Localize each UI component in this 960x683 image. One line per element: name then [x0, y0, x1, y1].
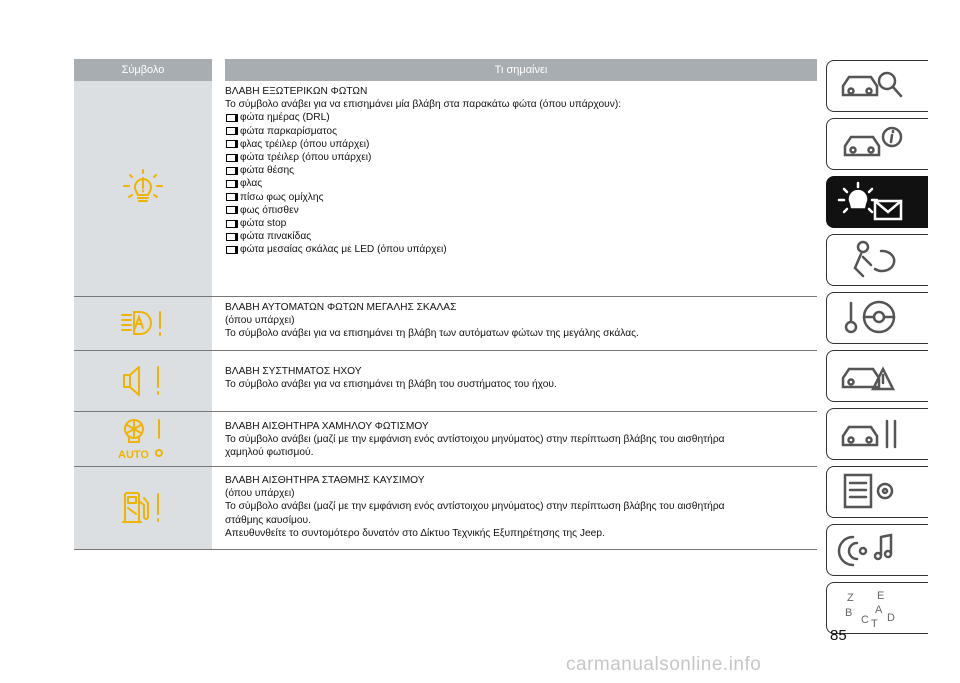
bullet-icon [226, 246, 236, 254]
car-search-icon [837, 65, 919, 107]
twilight-sensor-failure-icon [117, 416, 169, 462]
table-row [74, 467, 817, 550]
row4-text: Το σύμβολο ανάβει (μαζί με την εμφάνιση ενός αντίστοιχου μηνύματος) στην περίπτωση βλάβης του αισθητήρα [225, 434, 725, 446]
warning-light-message-icon [837, 181, 919, 223]
header-meaning: Τι σημαίνει [225, 59, 817, 81]
index-letter: C [861, 614, 869, 626]
bullet-icon [226, 193, 236, 201]
specs-gear-icon [837, 471, 919, 513]
list-item: φώτα πινακίδας [240, 231, 312, 243]
row2-text: Το σύμβολο ανάβει για να επισημάνει τη βλάβη των αυτόματων φώτων της μεγάλης σκάλας. [225, 328, 639, 340]
chapter-tabs [826, 60, 928, 640]
car-info-icon [837, 123, 919, 165]
list-item: φως όπισθεν [240, 204, 299, 216]
bullet-icon [226, 140, 236, 148]
index-letter: T [871, 618, 878, 629]
row5-title: ΒΛΑΒΗ ΑΙΣΘΗΤΗΡΑ ΣΤΑΘΜΗΣ ΚΑΥΣΙΜΟΥ [225, 475, 425, 486]
list-item: φώτα μεσαίας σκάλας με LED (όπου υπάρχει) [240, 244, 447, 256]
bullet-icon [226, 233, 236, 241]
list-item: φώτα παρκαρίσματος [240, 125, 338, 137]
tab-emergency[interactable] [826, 350, 928, 402]
row4-text-cont: χαμηλού φωτισμού. [225, 447, 314, 459]
row1-title: ΒΛΑΒΗ ΕΞΩΤΕΡΙΚΩΝ ΦΩΤΩΝ [225, 86, 368, 97]
bullet-icon [226, 220, 236, 228]
row5-subtitle: (όπου υπάρχει) [225, 488, 295, 500]
table-header [74, 59, 817, 81]
table-row [74, 297, 817, 351]
row1-text: Το σύμβολο ανάβει για να επισημάνει μία βλάβη στα παρακάτω φώτα (όπου υπάρχουν): [225, 99, 622, 111]
steering-wheel-key-icon [837, 297, 919, 339]
table-row [74, 351, 817, 412]
index-letter: E [877, 590, 885, 602]
fuel-level-sensor-failure-icon [120, 489, 166, 527]
bullet-icon [226, 114, 236, 122]
row3-text: Το σύμβολο ανάβει για να επισημάνει τη βλάβη του συστήματος του ήχου. [225, 379, 557, 391]
list-item: φλας [240, 178, 263, 190]
row5-text-cont: στάθμης καυσίμου. [225, 514, 311, 526]
index-letter: Z [847, 592, 854, 604]
tab-warning-lights[interactable] [826, 176, 928, 228]
table-row [74, 412, 817, 467]
tab-car-search[interactable] [826, 60, 928, 112]
tab-starting-driving[interactable] [826, 292, 928, 344]
airbag-seat-icon [837, 239, 919, 281]
tab-multimedia[interactable] [826, 524, 928, 576]
bullet-icon [226, 127, 236, 135]
list-item: φώτα stop [240, 218, 287, 230]
exterior-lights-failure-icon [121, 169, 165, 209]
tab-technical-data[interactable] [826, 466, 928, 518]
list-item: φώτα θέσης [240, 165, 295, 177]
row2-title: ΒΛΑΒΗ ΑΥΤΟΜΑΤΩΝ ΦΩΤΩΝ ΜΕΓΑΛΗΣ ΣΚΑΛΑΣ [225, 302, 457, 313]
list-item: φλας τρέιλερ (όπου υπάρχει) [240, 138, 370, 150]
index-letter: A [875, 604, 883, 616]
tab-car-info[interactable] [826, 118, 928, 170]
index-letter: B [845, 607, 853, 619]
car-wrench-icon [837, 413, 919, 455]
row5-advice: Απευθυνθείτε το συντομότερο δυνατόν στο Δίκτυο Τεχνικής Εξυπηρέτησης της Jeep. [225, 527, 605, 539]
list-item: πίσω φως ομίχλης [240, 191, 324, 203]
bullet-icon [226, 180, 236, 188]
list-item: φώτα ημέρας (DRL) [240, 112, 330, 124]
car-crash-icon [837, 355, 919, 397]
page-number: 85 [830, 627, 847, 644]
bullet-icon [226, 167, 236, 175]
row4-title: ΒΛΑΒΗ ΑΙΣΘΗΤΗΡΑ ΧΑΜΗΛΟΥ ΦΩΤΙΣΜΟΥ [225, 421, 429, 432]
table-row [74, 81, 817, 297]
bullet-icon [226, 154, 236, 162]
index-letter: D [887, 612, 895, 624]
multimedia-icon [837, 529, 919, 571]
list-item: φώτα τρέιλερ (όπου υπάρχει) [240, 152, 372, 164]
warning-lights-table [74, 59, 817, 550]
auto-label: AUTO [118, 449, 149, 461]
row2-subtitle: (όπου υπάρχει) [225, 315, 295, 327]
row5-text: Το σύμβολο ανάβει (μαζί με την εμφάνιση ενός αντίστοιχου μηνύματος) στην περίπτωση βλάβης του αισθητήρα [225, 501, 725, 513]
bullet-icon [226, 206, 236, 214]
row3-title: ΒΛΑΒΗ ΣΥΣΤΗΜΑΤΟΣ ΗΧΟΥ [225, 366, 362, 377]
sound-system-failure-icon [120, 362, 166, 400]
watermark: carmanualsonline.info [566, 654, 762, 675]
tab-maintenance[interactable] [826, 408, 928, 460]
tab-safety[interactable] [826, 234, 928, 286]
alphabet-index-icon [837, 587, 919, 629]
header-symbol: Σύμβολο [74, 59, 212, 81]
auto-high-beam-failure-icon [120, 307, 166, 341]
